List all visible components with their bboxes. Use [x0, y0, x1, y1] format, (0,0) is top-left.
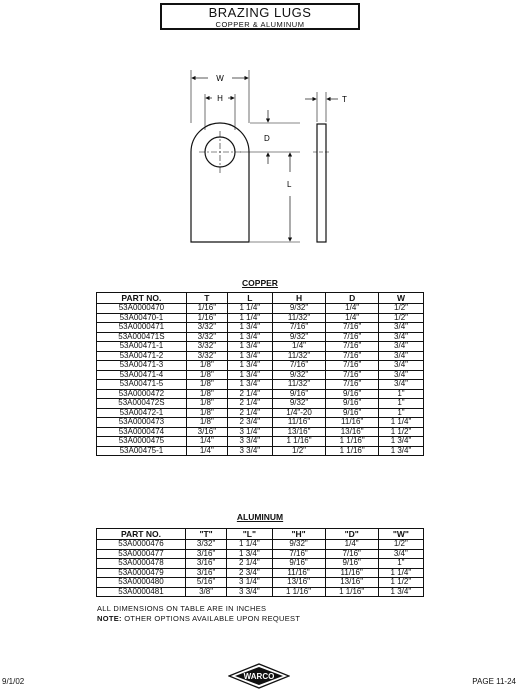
table-cell: 53A00475-1 — [97, 446, 187, 456]
table-cell: 7/16" — [326, 370, 379, 380]
table-cell: 2 1/4" — [227, 408, 272, 418]
table-cell: 9/16" — [326, 408, 379, 418]
table-cell: 7/16" — [326, 332, 379, 342]
table-cell: 9/16" — [272, 389, 326, 399]
table-cell: 53A0000477 — [97, 549, 186, 559]
table-cell: 7/16" — [272, 361, 326, 371]
table-cell: 1/8" — [186, 389, 227, 399]
table-cell: 13/16" — [272, 427, 326, 437]
table-cell: 1 1/2" — [378, 578, 423, 588]
table-cell: 13/16" — [326, 427, 379, 437]
table-cell: 2 1/4" — [227, 399, 272, 409]
table-cell: 13/16" — [325, 578, 378, 588]
table-cell: 1/2" — [378, 540, 423, 550]
table-cell: 7/16" — [326, 323, 379, 333]
dim-d-label: D — [264, 134, 270, 143]
aluminum-header-cell: PART NO. — [97, 529, 186, 540]
svg-text:WARCO: WARCO — [243, 672, 275, 681]
table-cell: 7/16" — [272, 549, 325, 559]
table-row — [97, 304, 424, 314]
table-row — [97, 323, 424, 333]
table-cell: 3/4" — [379, 342, 424, 352]
aluminum-header-cell: "W" — [378, 529, 423, 540]
table-cell: 11/16" — [272, 568, 325, 578]
footer-date: 9/1/02 — [2, 677, 25, 686]
table-cell: 3/4" — [379, 361, 424, 371]
table-cell: 3/32" — [186, 332, 227, 342]
dim-t-label: T — [342, 95, 347, 104]
table-cell: 1/16" — [186, 304, 227, 314]
table-row — [97, 549, 424, 559]
table-cell: 53A0000470 — [97, 304, 187, 314]
table-cell: 3/4" — [379, 323, 424, 333]
table-cell: 53A0000471 — [97, 323, 187, 333]
table-row — [97, 380, 424, 390]
table-cell: 7/16" — [326, 351, 379, 361]
table-cell: 1 1/16" — [272, 437, 326, 447]
table-cell: 11/16" — [326, 418, 379, 428]
table-cell: 1 3/4" — [227, 361, 272, 371]
dim-l-label: L — [287, 180, 292, 189]
table-cell: 1/8" — [186, 361, 227, 371]
table-cell: 53A000471S — [97, 332, 187, 342]
copper-header-cell: D — [326, 293, 379, 304]
table-cell: 11/32" — [272, 313, 326, 323]
table-cell: 1/4" — [326, 313, 379, 323]
copper-table — [96, 292, 424, 456]
table-cell: 1/2" — [272, 446, 326, 456]
dim-w-label: W — [216, 74, 224, 83]
table-row — [97, 370, 424, 380]
table-cell: 53A00472-1 — [97, 408, 187, 418]
table-cell: 2 1/4" — [227, 559, 272, 569]
table-cell: 7/16" — [272, 323, 326, 333]
table-cell: 3/32" — [186, 342, 227, 352]
table-cell: 1/4" — [186, 446, 227, 456]
table-cell: 53A0000479 — [97, 568, 186, 578]
table-cell: 9/16" — [326, 399, 379, 409]
lug-drawing — [0, 0, 520, 260]
table-cell: 2 3/4" — [227, 418, 272, 428]
table-cell: 3 1/4" — [227, 427, 272, 437]
table-cell: 53A00471-5 — [97, 380, 187, 390]
table-cell: 3/8" — [185, 587, 226, 597]
table-cell: 7/16" — [326, 380, 379, 390]
table-cell: 1/8" — [186, 370, 227, 380]
table-cell: 1" — [379, 389, 424, 399]
table-cell: 3/4" — [379, 380, 424, 390]
table-cell: 9/32" — [272, 370, 326, 380]
aluminum-table — [96, 528, 424, 597]
table-cell: 53A0000474 — [97, 427, 187, 437]
table-cell: 9/32" — [272, 304, 326, 314]
table-row — [97, 587, 424, 597]
table-cell: 1" — [379, 399, 424, 409]
table-cell: 1 1/2" — [379, 427, 424, 437]
table-cell: 1/8" — [186, 418, 227, 428]
page-subtitle: COPPER & ALUMINUM — [215, 20, 305, 29]
table-row — [97, 437, 424, 447]
table-cell: 1/4" — [325, 540, 378, 550]
table-row — [97, 418, 424, 428]
table-cell: 11/16" — [325, 568, 378, 578]
dimensions-note: ALL DIMENSIONS ON TABLE ARE IN INCHES — [97, 604, 267, 613]
aluminum-header-cell: "L" — [227, 529, 272, 540]
table-row — [97, 427, 424, 437]
table-row — [97, 342, 424, 352]
table-cell: 1/8" — [186, 380, 227, 390]
table-cell: 1 3/4" — [227, 370, 272, 380]
table-cell: 53A0000480 — [97, 578, 186, 588]
table-cell: 1/4" — [326, 304, 379, 314]
aluminum-header-cell: "H" — [272, 529, 325, 540]
table-row — [97, 389, 424, 399]
table-cell: 53A00470-1 — [97, 313, 187, 323]
table-row — [97, 540, 424, 550]
table-row — [97, 559, 424, 569]
table-cell: 1 3/4" — [379, 437, 424, 447]
table-cell: 1/2" — [379, 304, 424, 314]
table-cell: 3/16" — [185, 559, 226, 569]
table-cell: 1/2" — [379, 313, 424, 323]
table-cell: 1/4" — [272, 342, 326, 352]
table-cell: 1 1/4" — [378, 568, 423, 578]
table-cell: 3 1/4" — [227, 578, 272, 588]
table-cell: 3/32" — [185, 540, 226, 550]
copper-body — [97, 304, 424, 456]
table-cell: 1 1/16" — [326, 437, 379, 447]
copper-header-cell: L — [227, 293, 272, 304]
table-cell: 53A0000478 — [97, 559, 186, 569]
note-label: NOTE: — [97, 614, 122, 623]
table-cell: 53A00471-1 — [97, 342, 187, 352]
table-cell: 7/16" — [326, 342, 379, 352]
table-cell: 1/8" — [186, 399, 227, 409]
table-cell: 13/16" — [272, 578, 325, 588]
table-cell: 53A0000475 — [97, 437, 187, 447]
copper-header-cell: T — [186, 293, 227, 304]
table-cell: 2 3/4" — [227, 568, 272, 578]
table-cell: 1/8" — [186, 408, 227, 418]
table-cell: 3 3/4" — [227, 437, 272, 447]
table-cell: 1 1/16" — [326, 446, 379, 456]
table-cell: 53A00471-4 — [97, 370, 187, 380]
table-cell: 7/16" — [326, 361, 379, 371]
table-cell: 9/16" — [325, 559, 378, 569]
table-cell: 1 3/4" — [378, 587, 423, 597]
aluminum-header-row — [97, 529, 424, 540]
copper-header-cell: H — [272, 293, 326, 304]
table-cell: 3/16" — [185, 549, 226, 559]
table-cell: 53A0000476 — [97, 540, 186, 550]
table-cell: 3/32" — [186, 323, 227, 333]
table-cell: 1 1/16" — [325, 587, 378, 597]
table-cell: 3/16" — [186, 427, 227, 437]
table-cell: 1 3/4" — [379, 446, 424, 456]
table-cell: 1 3/4" — [227, 342, 272, 352]
copper-header-cell: PART NO. — [97, 293, 187, 304]
aluminum-body — [97, 540, 424, 597]
copper-header-row — [97, 293, 424, 304]
table-cell: 9/32" — [272, 399, 326, 409]
table-row — [97, 408, 424, 418]
table-cell: 3/4" — [378, 549, 423, 559]
table-row — [97, 568, 424, 578]
table-cell: 1 1/4" — [227, 313, 272, 323]
table-cell: 5/16" — [185, 578, 226, 588]
table-cell: 3/4" — [379, 332, 424, 342]
aluminum-header-cell: "T" — [185, 529, 226, 540]
table-cell: 1/4" — [186, 437, 227, 447]
table-cell: 11/32" — [272, 380, 326, 390]
dim-h-label: H — [217, 94, 223, 103]
table-cell: 9/16" — [326, 389, 379, 399]
table-cell: 53A0000481 — [97, 587, 186, 597]
table-cell: 53A000472S — [97, 399, 187, 409]
table-cell: 7/16" — [325, 549, 378, 559]
table-cell: 1 3/4" — [227, 549, 272, 559]
table-row — [97, 361, 424, 371]
warco-logo — [228, 663, 290, 689]
table-cell: 9/32" — [272, 540, 325, 550]
table-row — [97, 351, 424, 361]
table-row — [97, 446, 424, 456]
table-cell: 1 3/4" — [227, 323, 272, 333]
copper-title: COPPER — [242, 278, 278, 288]
aluminum-header-cell: "D" — [325, 529, 378, 540]
table-cell: 53A00471-3 — [97, 361, 187, 371]
table-cell: 53A00471-2 — [97, 351, 187, 361]
table-cell: 1 1/4" — [227, 540, 272, 550]
page-title: BRAZING LUGS — [208, 5, 312, 20]
aluminum-title: ALUMINUM — [236, 512, 284, 522]
table-cell: 11/32" — [272, 351, 326, 361]
table-cell: 3/32" — [186, 351, 227, 361]
table-cell: 3/16" — [185, 568, 226, 578]
table-cell: 53A0000472 — [97, 389, 187, 399]
table-row — [97, 332, 424, 342]
note-text: OTHER OPTIONS AVAILABLE UPON REQUEST — [121, 614, 301, 623]
table-cell: 9/16" — [272, 559, 325, 569]
table-cell: 1 3/4" — [227, 332, 272, 342]
table-cell: 1/4"-20 — [272, 408, 326, 418]
table-cell: 1" — [378, 559, 423, 569]
table-row — [97, 313, 424, 323]
table-cell: 1 1/4" — [227, 304, 272, 314]
table-cell: 3/4" — [379, 351, 424, 361]
table-cell: 1 3/4" — [227, 351, 272, 361]
table-cell: 1 1/4" — [379, 418, 424, 428]
options-note — [97, 614, 300, 623]
table-row — [97, 578, 424, 588]
table-cell: 3 3/4" — [227, 446, 272, 456]
table-cell: 1/16" — [186, 313, 227, 323]
table-cell: 2 1/4" — [227, 389, 272, 399]
table-cell: 1 1/16" — [272, 587, 325, 597]
table-cell: 1" — [379, 408, 424, 418]
table-cell: 3 3/4" — [227, 587, 272, 597]
table-cell: 53A0000473 — [97, 418, 187, 428]
table-row — [97, 399, 424, 409]
table-cell: 9/32" — [272, 332, 326, 342]
table-cell: 11/16" — [272, 418, 326, 428]
footer-page: PAGE 11-24 — [472, 677, 516, 686]
table-cell: 3/4" — [379, 370, 424, 380]
copper-header-cell: W — [379, 293, 424, 304]
lug-side-view — [317, 124, 326, 242]
table-cell: 1 3/4" — [227, 380, 272, 390]
